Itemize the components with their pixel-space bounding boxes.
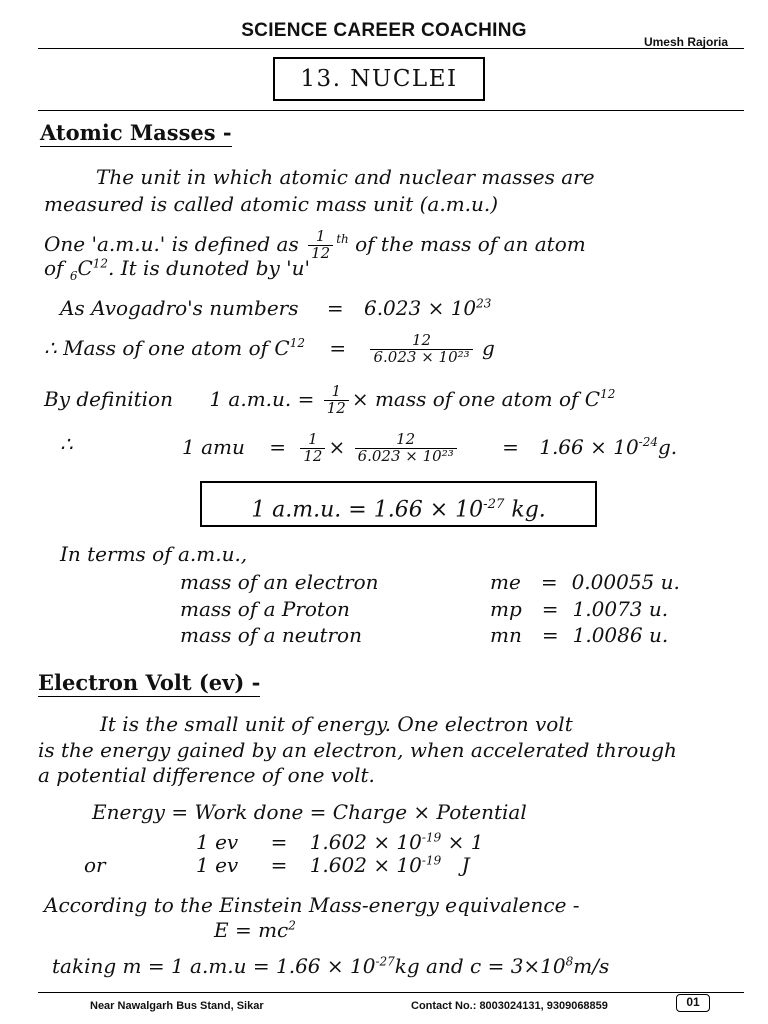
definition-line-cont bbox=[44, 256, 310, 283]
einstein-line: According to the Einstein Mass-energy equivalence - bbox=[44, 893, 580, 917]
fraction-one-twelfth bbox=[300, 432, 325, 465]
boxed-formula-amu bbox=[200, 481, 597, 527]
ev-definition-1 bbox=[196, 830, 483, 854]
paragraph-line: The unit in which atomic and nuclear masses are bbox=[96, 165, 595, 189]
rhs: × mass of one atom of C bbox=[351, 386, 601, 411]
equals: = bbox=[541, 597, 559, 621]
equals: = bbox=[269, 434, 286, 459]
particle-symbol: mn bbox=[490, 623, 522, 647]
text: of the mass of an atom bbox=[355, 231, 586, 256]
unit: J bbox=[461, 853, 470, 877]
equals: = bbox=[541, 623, 559, 647]
fraction bbox=[355, 432, 457, 465]
value: 6.023 × 10 bbox=[363, 296, 477, 320]
denominator: 12 bbox=[326, 398, 346, 417]
numerator: 12 bbox=[355, 432, 457, 449]
label: By definition bbox=[44, 386, 173, 411]
paragraph-line: a potential difference of one volt. bbox=[38, 763, 375, 787]
label: As Avogadro's numbers bbox=[60, 296, 299, 320]
exponent: 2 bbox=[288, 918, 296, 933]
denominator: 6.023 × 10²³ bbox=[373, 347, 470, 366]
footer-address: Near Nawalgarh Bus Stand, Sikar bbox=[90, 1000, 264, 1012]
footer-contact: Contact No.: 8003024131, 9309068859 bbox=[411, 1000, 608, 1012]
paragraph-line: measured is called atomic mass unit (a.m.u.) bbox=[44, 192, 499, 216]
by-definition-line bbox=[44, 384, 615, 417]
amu-calculation bbox=[182, 432, 677, 465]
equals: = bbox=[502, 434, 519, 459]
unit: kg. bbox=[511, 497, 546, 523]
chapter-title: 13. NUCLEI bbox=[273, 57, 485, 101]
equals: = bbox=[540, 570, 558, 594]
superscript: th bbox=[336, 232, 349, 247]
section-heading-atomic-masses bbox=[40, 120, 232, 145]
paragraph-line: is the energy gained by an electron, when accelerated through bbox=[38, 738, 677, 762]
denominator: 12 bbox=[303, 446, 323, 465]
particle-mass-row bbox=[180, 623, 668, 647]
exponent: 8 bbox=[565, 954, 574, 969]
text: of bbox=[44, 256, 64, 280]
equals: = bbox=[270, 830, 288, 854]
text: One 'a.m.u.' is defined as bbox=[44, 231, 299, 256]
equals: = bbox=[326, 296, 344, 320]
particle-value: 1.0073 u. bbox=[572, 597, 669, 621]
unit: m/s bbox=[573, 954, 610, 978]
therefore-symbol: ∴ bbox=[60, 432, 73, 456]
mass-of-atom-line bbox=[44, 333, 495, 366]
exponent: -27 bbox=[375, 954, 395, 969]
particle-label: mass of a neutron bbox=[180, 623, 362, 647]
equals: = bbox=[329, 335, 347, 360]
particle-value: 0.00055 u. bbox=[571, 570, 680, 594]
or-label: or bbox=[84, 853, 106, 877]
exponent: -24 bbox=[638, 435, 658, 450]
heading-text: Atomic Masses - bbox=[40, 120, 232, 145]
author-name: Umesh Rajoria bbox=[643, 35, 728, 49]
institute-title: SCIENCE CAREER COACHING bbox=[241, 20, 527, 41]
text: kg and c = 3×10 bbox=[394, 954, 566, 978]
particle-mass-row bbox=[180, 597, 668, 621]
label: ∴ Mass of one atom of C bbox=[44, 335, 290, 360]
emc2-equation bbox=[214, 918, 296, 942]
text: E = mc bbox=[214, 918, 289, 942]
times: × bbox=[328, 434, 346, 459]
numerator: 12 bbox=[370, 333, 472, 350]
exponent: -19 bbox=[421, 830, 442, 845]
exponent: 23 bbox=[476, 296, 492, 311]
unit: g. bbox=[658, 434, 678, 459]
text: . It is dunoted by 'u' bbox=[108, 256, 311, 280]
header-rule-top bbox=[38, 48, 744, 49]
tail: × 1 bbox=[447, 830, 484, 854]
formula-text: 1 a.m.u. = 1.66 × 10 bbox=[251, 497, 484, 523]
text: taking m = 1 a.m.u = 1.66 × 10 bbox=[52, 954, 376, 978]
superscript: 12 bbox=[289, 336, 305, 351]
numerator: 1 bbox=[308, 229, 333, 246]
particle-symbol: me bbox=[490, 570, 521, 594]
denominator: 6.023 × 10²³ bbox=[357, 446, 454, 465]
page-number: 01 bbox=[676, 994, 710, 1012]
section-heading-electron-volt bbox=[38, 670, 260, 695]
ev-definition-2 bbox=[196, 853, 470, 877]
denominator: 12 bbox=[311, 243, 331, 262]
footer-rule bbox=[38, 992, 744, 993]
exponent: -19 bbox=[421, 853, 442, 868]
exponent: -27 bbox=[483, 497, 505, 512]
lhs: 1 ev bbox=[196, 830, 239, 854]
particle-mass-row bbox=[180, 570, 680, 594]
numerator: 1 bbox=[300, 432, 325, 449]
particle-value: 1.0086 u. bbox=[572, 623, 669, 647]
result: 1.66 × 10 bbox=[539, 434, 639, 459]
particle-label: mass of a Proton bbox=[180, 597, 350, 621]
superscript: 12 bbox=[92, 256, 109, 271]
subscript: 6 bbox=[69, 269, 78, 283]
paragraph-line: It is the small unit of energy. One electron volt bbox=[100, 712, 573, 736]
rhs: 1.602 × 10 bbox=[309, 830, 422, 854]
fraction-one-twelfth bbox=[308, 229, 333, 262]
avogadro-line bbox=[60, 296, 491, 320]
taking-line bbox=[52, 954, 609, 978]
heading-text: Electron Volt (ev) - bbox=[38, 670, 261, 695]
terms-heading: In terms of a.m.u., bbox=[60, 542, 248, 566]
particle-symbol: mp bbox=[490, 597, 522, 621]
header-rule-bottom bbox=[38, 110, 744, 111]
energy-equation: Energy = Work done = Charge × Potential bbox=[92, 800, 527, 824]
numerator: 1 bbox=[324, 384, 349, 401]
fraction bbox=[324, 384, 349, 417]
rhs: 1.602 × 10 bbox=[309, 853, 422, 877]
lhs: 1 ev bbox=[196, 853, 239, 877]
lhs: 1 amu bbox=[182, 434, 245, 459]
superscript: 12 bbox=[600, 387, 616, 402]
fraction bbox=[370, 333, 472, 366]
equals: = bbox=[270, 853, 288, 877]
unit: g bbox=[482, 335, 495, 360]
element: C bbox=[77, 256, 93, 280]
lhs: 1 a.m.u. = bbox=[209, 386, 315, 411]
particle-label: mass of an electron bbox=[180, 570, 379, 594]
